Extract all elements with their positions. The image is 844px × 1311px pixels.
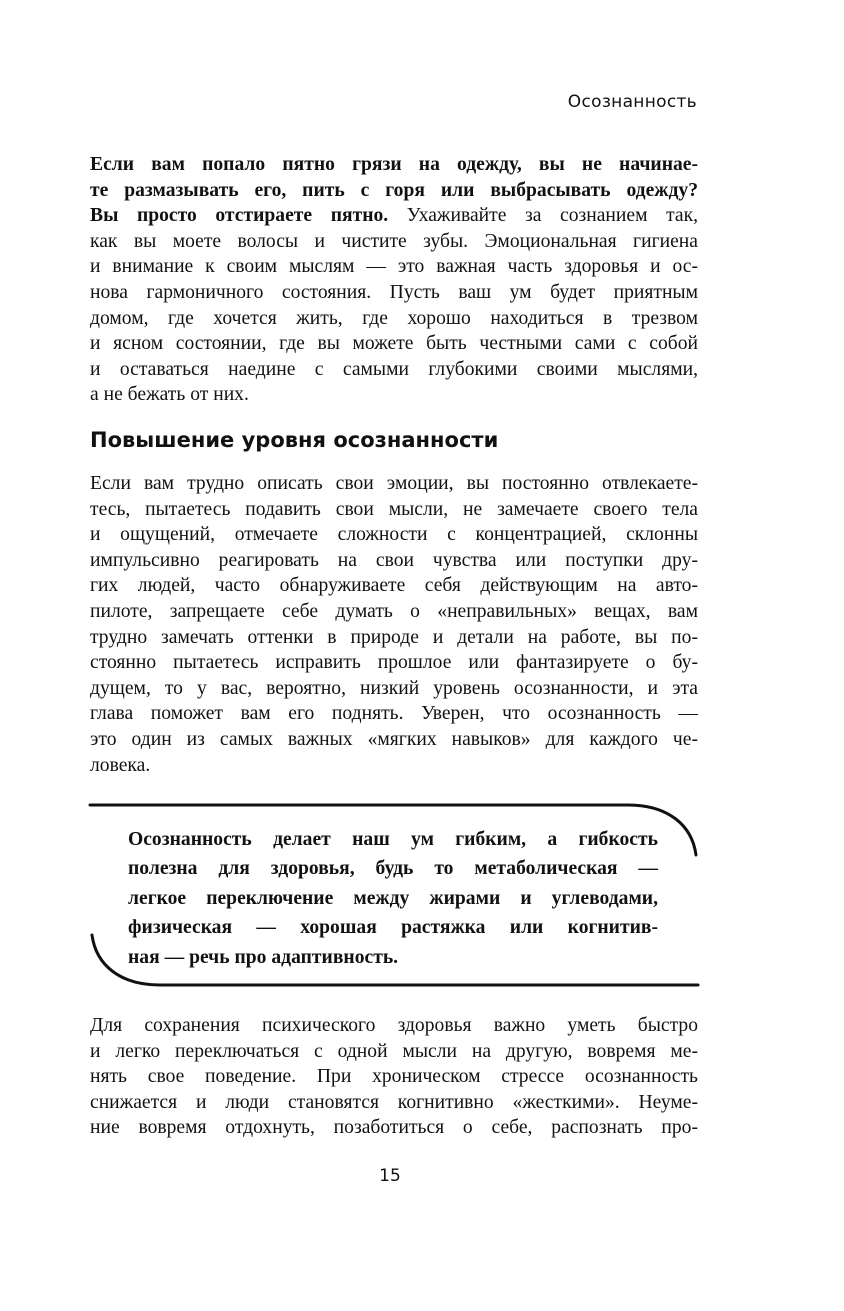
- paragraph-line: Если вам трудно описать свои эмоции, вы постоянно отвлекаете-: [90, 473, 698, 494]
- quote-line: ная — речь про адаптивность.: [128, 946, 399, 968]
- paragraph-line: и внимание к своим мыслям — это важная часть здоровья и ос-: [90, 256, 698, 278]
- paragraph-line: [90, 203, 698, 229]
- paragraph-line: нять свое поведение. При хроническом стрессе осознанность: [90, 1066, 698, 1088]
- paragraph-line: глава поможет вам его поднять. Уверен, что осознанность —: [90, 703, 698, 725]
- paragraph-line: домом, где хочется жить, где хорошо находиться в трезвом: [90, 307, 698, 329]
- paragraph-line: нова гармоничного состояния. Пусть ваш ум будет приятным: [90, 281, 698, 303]
- paragraph-line: ние вовремя отдохнуть, позаботиться о себе, распознать про-: [90, 1117, 698, 1139]
- section-heading: Повышение уровня осознанности: [90, 428, 499, 452]
- paragraph-line: как вы моете волосы и чистите зубы. Эмоциональная гигиена: [90, 230, 698, 252]
- paragraph-line: пилоте, запрещаете себе думать о «неправильных» вещах, вам: [90, 600, 698, 622]
- paragraph-line: тесь, пытаетесь подавить свои мысли, не замечаете своего тела: [90, 498, 698, 520]
- paragraph-line-rest: Ухаживайте за сознанием так,: [388, 205, 698, 227]
- paragraph-line: и оставаться наедине с самыми глубокими своими мыслями,: [90, 358, 698, 380]
- pull-quote: [128, 825, 658, 972]
- intro-paragraph: [90, 152, 698, 408]
- paragraph-line: гих людей, часто обнаруживаете себя действующим на авто-: [90, 575, 698, 597]
- paragraph-line: Если вам попало пятно грязи на одежду, вы не начинае-: [90, 154, 698, 175]
- paragraph-line: это один из самых важных «мягких навыков» для каждого че-: [90, 728, 698, 750]
- quote-line: физическая — хорошая растяжка или когнитив-: [128, 917, 658, 939]
- paragraph-line: ловека.: [90, 754, 151, 776]
- quote-line: легкое переключение между жирами и углеводами,: [128, 887, 658, 909]
- paragraph-line: дущем, то у вас, вероятно, низкий уровень осознанности, и эта: [90, 677, 698, 699]
- section-paragraph: [90, 471, 698, 778]
- quote-line: полезна для здоровья, будь то метаболическая —: [128, 858, 658, 880]
- paragraph-line: снижается и люди становятся когнитивно «жесткими». Неуме-: [90, 1091, 698, 1113]
- paragraph-line: стоянно пытаетесь исправить прошлое или фантазируете о бу-: [90, 652, 698, 674]
- paragraph-line: и ощущений, отмечаете сложности с концентрацией, склонны: [90, 524, 698, 546]
- paragraph-line: трудно замечать оттенки в природе и детали на работе, вы по-: [90, 626, 698, 648]
- bold-lead-text: Вы просто отстираете пятно.: [90, 205, 389, 227]
- paragraph-line: и ясном состоянии, где вы можете быть честными сами с собой: [90, 333, 698, 355]
- closing-paragraph: [90, 1013, 698, 1141]
- paragraph-line: Для сохранения психического здоровья важно уметь быстро: [90, 1015, 698, 1036]
- paragraph-line: а не бежать от них.: [90, 384, 249, 406]
- page-number: 15: [379, 1166, 401, 1186]
- quote-line: Осознанность делает наш ум гибким, а гибкость: [128, 829, 658, 850]
- running-head-title: Осознанность: [567, 92, 697, 112]
- paragraph-line: те размазывать его, пить с горя или выбрасывать одежду?: [90, 179, 698, 201]
- paragraph-line: и легко переключаться с одной мысли на другую, вовремя ме-: [90, 1040, 698, 1062]
- paragraph-line: импульсивно реагировать на свои чувства или поступки дру-: [90, 549, 698, 571]
